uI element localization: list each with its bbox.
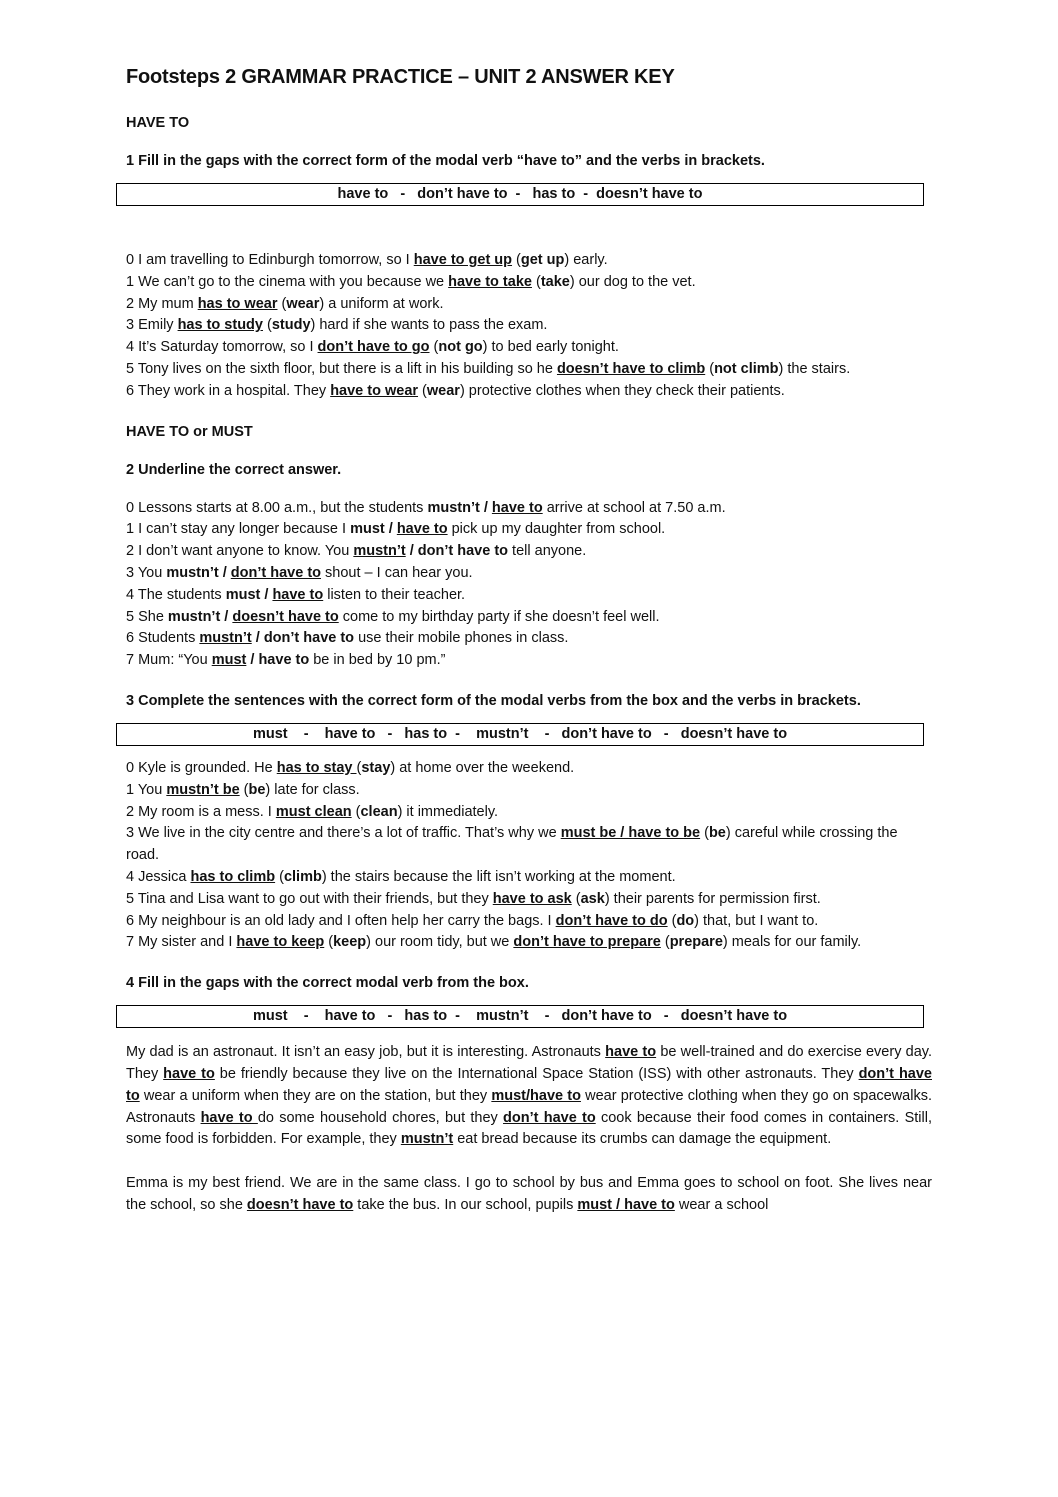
answer: have to xyxy=(200,1109,258,1126)
item-text: 4 The students xyxy=(126,586,226,603)
item-text: ( xyxy=(351,803,361,820)
item-text: listen to their teacher. xyxy=(323,586,466,603)
exercise-item xyxy=(126,541,932,563)
paragraph-text: cook because their food comes in containers. Still, some food is forbidden. For example, they xyxy=(126,1109,932,1148)
item-text: 3 We live in the city centre and there’s a lot of traffic. That’s why we xyxy=(126,825,561,842)
exercise-item xyxy=(126,867,932,889)
item-text: ( xyxy=(705,360,715,377)
answer: must clean xyxy=(275,803,352,820)
item-text: 7 My sister and I xyxy=(126,934,237,951)
exercise-item xyxy=(126,359,932,381)
section-heading-have-to-or-must: HAVE TO or MUST xyxy=(126,423,253,440)
exercise-item xyxy=(126,607,932,629)
exercise-item xyxy=(126,780,932,802)
item-text: ( xyxy=(571,890,581,907)
item-text: ) the stairs because the lift isn’t working at the moment. xyxy=(321,868,676,885)
choice-separator: / xyxy=(246,652,259,669)
item-text: ( xyxy=(429,339,439,356)
answer: don’t have to go xyxy=(317,339,430,356)
item-text: 5 She xyxy=(126,608,168,625)
item-text: ( xyxy=(262,317,272,334)
verb-in-brackets: be xyxy=(708,825,726,842)
exercise-item xyxy=(126,315,932,337)
paragraph-text: do some household chores, but they xyxy=(257,1109,504,1126)
answer: doesn’t have to xyxy=(246,1196,354,1213)
choice-option-a: must xyxy=(350,521,385,538)
answer: have to xyxy=(605,1044,657,1061)
verb-in-brackets: keep xyxy=(333,934,367,951)
verb-in-brackets: clean xyxy=(360,803,398,820)
item-text: ( xyxy=(531,273,541,290)
choice-option-a: mustn’t xyxy=(167,608,221,625)
verb-in-brackets: get up xyxy=(520,252,565,268)
choice-separator: / xyxy=(220,608,233,625)
exercise-item xyxy=(126,823,932,867)
verb-in-brackets: be xyxy=(248,781,266,798)
paragraph-text: wear protective clothing when they go on spacewalks. Astronauts xyxy=(126,1087,932,1126)
item-text: ( xyxy=(660,934,670,951)
item-text: ) protective clothes when they check their patients. xyxy=(459,382,785,399)
exercise-item xyxy=(126,381,932,403)
item-text: ( xyxy=(239,781,249,798)
item-text: shout – I can hear you. xyxy=(321,564,473,581)
paragraph-text: take the bus. In our school, pupils xyxy=(353,1196,578,1213)
exercise-item xyxy=(126,294,932,316)
choice-option-b: have to xyxy=(491,499,543,516)
item-text: 3 You xyxy=(126,564,167,581)
item-text: ( xyxy=(324,934,334,951)
exercise-4-instruction: 4 Fill in the gaps with the correct modal verb from the box. xyxy=(126,975,529,992)
exercise-2-items xyxy=(126,498,932,672)
exercise-item xyxy=(126,758,932,780)
paragraph-text: be friendly because they live on the International Space Station (ISS) with other astronauts. They xyxy=(214,1065,859,1082)
item-text: 4 It’s Saturday tomorrow, so I xyxy=(126,339,318,356)
item-text: ) hard if she wants to pass the exam. xyxy=(310,317,548,334)
item-text: 5 Tina and Lisa want to go out with their friends, but they xyxy=(126,890,493,907)
item-text: ( xyxy=(700,825,709,842)
item-text: 2 I don’t want anyone to know. You xyxy=(126,543,354,560)
exercise-4-word-box: must - have to - has to - mustn’t - don’t have to - doesn’t have to xyxy=(116,1005,924,1028)
verb-in-brackets: prepare xyxy=(669,934,723,951)
choice-option-a: must xyxy=(211,652,247,669)
exercise-item xyxy=(126,802,932,824)
item-text: 3 Emily xyxy=(126,317,178,334)
paragraph-text: wear a school xyxy=(674,1196,769,1213)
choice-option-b: don’t have to xyxy=(263,630,355,647)
item-text: ) meals for our family. xyxy=(722,934,862,951)
answer: must be / have to be xyxy=(560,825,701,842)
exercise-item xyxy=(126,650,932,672)
answer: don’t have to xyxy=(503,1109,596,1126)
choice-separator: / xyxy=(405,543,418,560)
exercise-item xyxy=(126,911,932,933)
verb-in-brackets: ask xyxy=(580,890,605,907)
answer: mustn’t be xyxy=(166,781,240,798)
answer: doesn’t have to climb xyxy=(556,360,706,377)
choice-separator: / xyxy=(384,521,397,538)
item-text: ( xyxy=(667,912,677,929)
answer: must/have to xyxy=(491,1087,581,1104)
choice-option-b: have to xyxy=(396,521,448,538)
exercise-1-items xyxy=(126,250,932,403)
exercise-4-paragraph-2 xyxy=(126,1173,932,1217)
exercise-1-instruction: 1 Fill in the gaps with the correct form of the modal verb “have to” and the verbs in brackets. xyxy=(126,153,765,169)
exercise-3-instruction: 3 Complete the sentences with the correct form of the modal verbs from the box and the verbs in brackets. xyxy=(126,692,861,709)
item-text: ( xyxy=(418,382,427,399)
item-text: 6 They work in a hospital. They xyxy=(126,382,331,399)
answer: has to climb xyxy=(190,868,276,885)
item-text: ( xyxy=(356,759,362,776)
paragraph-text: My dad is an astronaut. It isn’t an easy job, but it is interesting. Astronauts xyxy=(126,1044,606,1061)
item-text: tell anyone. xyxy=(508,543,587,560)
item-text: be in bed by 10 pm.” xyxy=(309,652,446,669)
answer: mustn’t xyxy=(400,1131,454,1148)
item-text: ) it immediately. xyxy=(397,803,499,820)
item-text: ( xyxy=(275,868,284,885)
answer: don’t have to xyxy=(126,1065,932,1104)
verb-in-brackets: wear xyxy=(286,295,320,312)
choice-option-a: mustn’t xyxy=(166,564,219,581)
choice-option-a: mustn’t xyxy=(353,543,406,560)
item-text: 2 My room is a mess. I xyxy=(126,803,276,820)
item-text: ) to bed early tonight. xyxy=(482,339,619,356)
answer: have to wear xyxy=(330,382,419,399)
item-text: use their mobile phones in class. xyxy=(354,630,569,647)
verb-in-brackets: climb xyxy=(283,868,322,885)
exercise-item xyxy=(126,585,932,607)
exercise-3-items xyxy=(126,758,932,954)
answer: have to ask xyxy=(492,890,572,907)
paragraph-text: be well-trained and do exercise every day. They xyxy=(126,1044,932,1082)
choice-option-a: mustn’t xyxy=(427,499,480,516)
choice-separator: / xyxy=(260,586,273,603)
item-text: 5 Tony lives on the sixth floor, but there is a lift in his building so he xyxy=(126,360,557,377)
verb-in-brackets: wear xyxy=(426,382,460,399)
item-text: ) late for class. xyxy=(265,781,360,798)
item-text: ) at home over the weekend. xyxy=(390,759,575,776)
exercise-item xyxy=(126,337,932,359)
answer: have to xyxy=(163,1065,215,1082)
choice-option-a: must xyxy=(225,586,261,603)
answer: have to take xyxy=(448,273,532,290)
item-text: ( xyxy=(277,295,287,312)
choice-separator: / xyxy=(218,564,231,581)
exercise-item xyxy=(126,498,932,520)
item-text: 0 Lessons starts at 8.00 a.m., but the students xyxy=(126,499,428,516)
item-text: ) a uniform at work. xyxy=(319,295,444,312)
exercise-item xyxy=(126,889,932,911)
exercise-4-paragraph-1 xyxy=(126,1042,932,1151)
paragraph-text: Emma is my best friend. We are in the same class. I go to school by bus and Emma goes to school on foot. She lives near the school, so she xyxy=(126,1175,932,1213)
exercise-item xyxy=(126,250,932,272)
choice-option-b: don’t have to xyxy=(230,564,322,581)
answer: has to study xyxy=(177,317,263,334)
exercise-1-word-box: have to - don’t have to - has to - doesn’t have to xyxy=(116,183,924,206)
item-text: 6 My neighbour is an old lady and I often help her carry the bags. I xyxy=(126,912,556,929)
item-text: 6 Students xyxy=(126,630,200,647)
choice-option-b: doesn’t have to xyxy=(232,608,339,625)
choice-option-a: mustn’t xyxy=(199,630,252,647)
exercise-2-instruction: 2 Underline the correct answer. xyxy=(126,461,342,478)
choice-option-b: have to xyxy=(272,586,324,603)
item-text: 1 I can’t stay any longer because I xyxy=(126,521,351,538)
answer: have to get up xyxy=(413,252,513,268)
document-title: Footsteps 2 GRAMMAR PRACTICE – UNIT 2 ANSWER KEY xyxy=(126,66,675,88)
item-text: 0 Kyle is grounded. He xyxy=(126,759,277,776)
item-text: 1 We can’t go to the cinema with you because we xyxy=(126,273,449,290)
item-text: arrive at school at 7.50 a.m. xyxy=(542,499,726,516)
section-heading-have-to: HAVE TO xyxy=(126,115,190,131)
item-text: ) early. xyxy=(564,252,608,268)
item-text: ) our dog to the vet. xyxy=(569,273,696,290)
answer: has to stay xyxy=(276,759,357,776)
exercise-item xyxy=(126,932,932,954)
exercise-item xyxy=(126,519,932,541)
verb-in-brackets: not climb xyxy=(714,360,779,377)
item-text: ) careful while crossing the road. xyxy=(126,825,898,864)
exercise-item xyxy=(126,628,932,650)
verb-in-brackets: stay xyxy=(361,759,391,776)
answer: don’t have to do xyxy=(555,912,668,929)
item-text: ) the stairs. xyxy=(778,360,851,377)
choice-separator: / xyxy=(251,630,264,647)
paragraph-text: wear a uniform when they are on the station, but they xyxy=(139,1087,492,1104)
verb-in-brackets: do xyxy=(676,912,695,929)
choice-option-b: don’t have to xyxy=(417,543,509,560)
paragraph-text: eat bread because its crumbs can damage the equipment. xyxy=(453,1131,832,1148)
answer-key-page xyxy=(126,66,932,1217)
item-text: 2 My mum xyxy=(126,295,198,312)
verb-in-brackets: study xyxy=(271,317,311,334)
exercise-item xyxy=(126,272,932,294)
item-text: 4 Jessica xyxy=(126,868,191,885)
choice-separator: / xyxy=(479,499,492,516)
answer: has to wear xyxy=(197,295,278,312)
answer: don’t have to prepare xyxy=(513,934,661,951)
item-text: pick up my daughter from school. xyxy=(447,521,666,538)
answer: must / have to xyxy=(577,1196,675,1213)
item-text: ) our room tidy, but we xyxy=(366,934,514,951)
exercise-3-word-box: must - have to - has to - mustn’t - don’t have to - doesn’t have to xyxy=(116,723,924,746)
verb-in-brackets: not go xyxy=(438,339,483,356)
exercise-item xyxy=(126,563,932,585)
item-text: ) that, but I want to. xyxy=(694,912,819,929)
item-text: come to my birthday party if she doesn’t feel well. xyxy=(338,608,660,625)
verb-in-brackets: take xyxy=(540,273,570,290)
item-text: 7 Mum: “You xyxy=(126,652,212,669)
answer: have to keep xyxy=(236,934,325,951)
choice-option-b: have to xyxy=(258,652,310,669)
item-text: 1 You xyxy=(126,781,167,798)
item-text: ) their parents for permission first. xyxy=(604,890,821,907)
item-text: 0 I am travelling to Edinburgh tomorrow, so I xyxy=(126,252,414,268)
item-text: ( xyxy=(512,252,521,268)
